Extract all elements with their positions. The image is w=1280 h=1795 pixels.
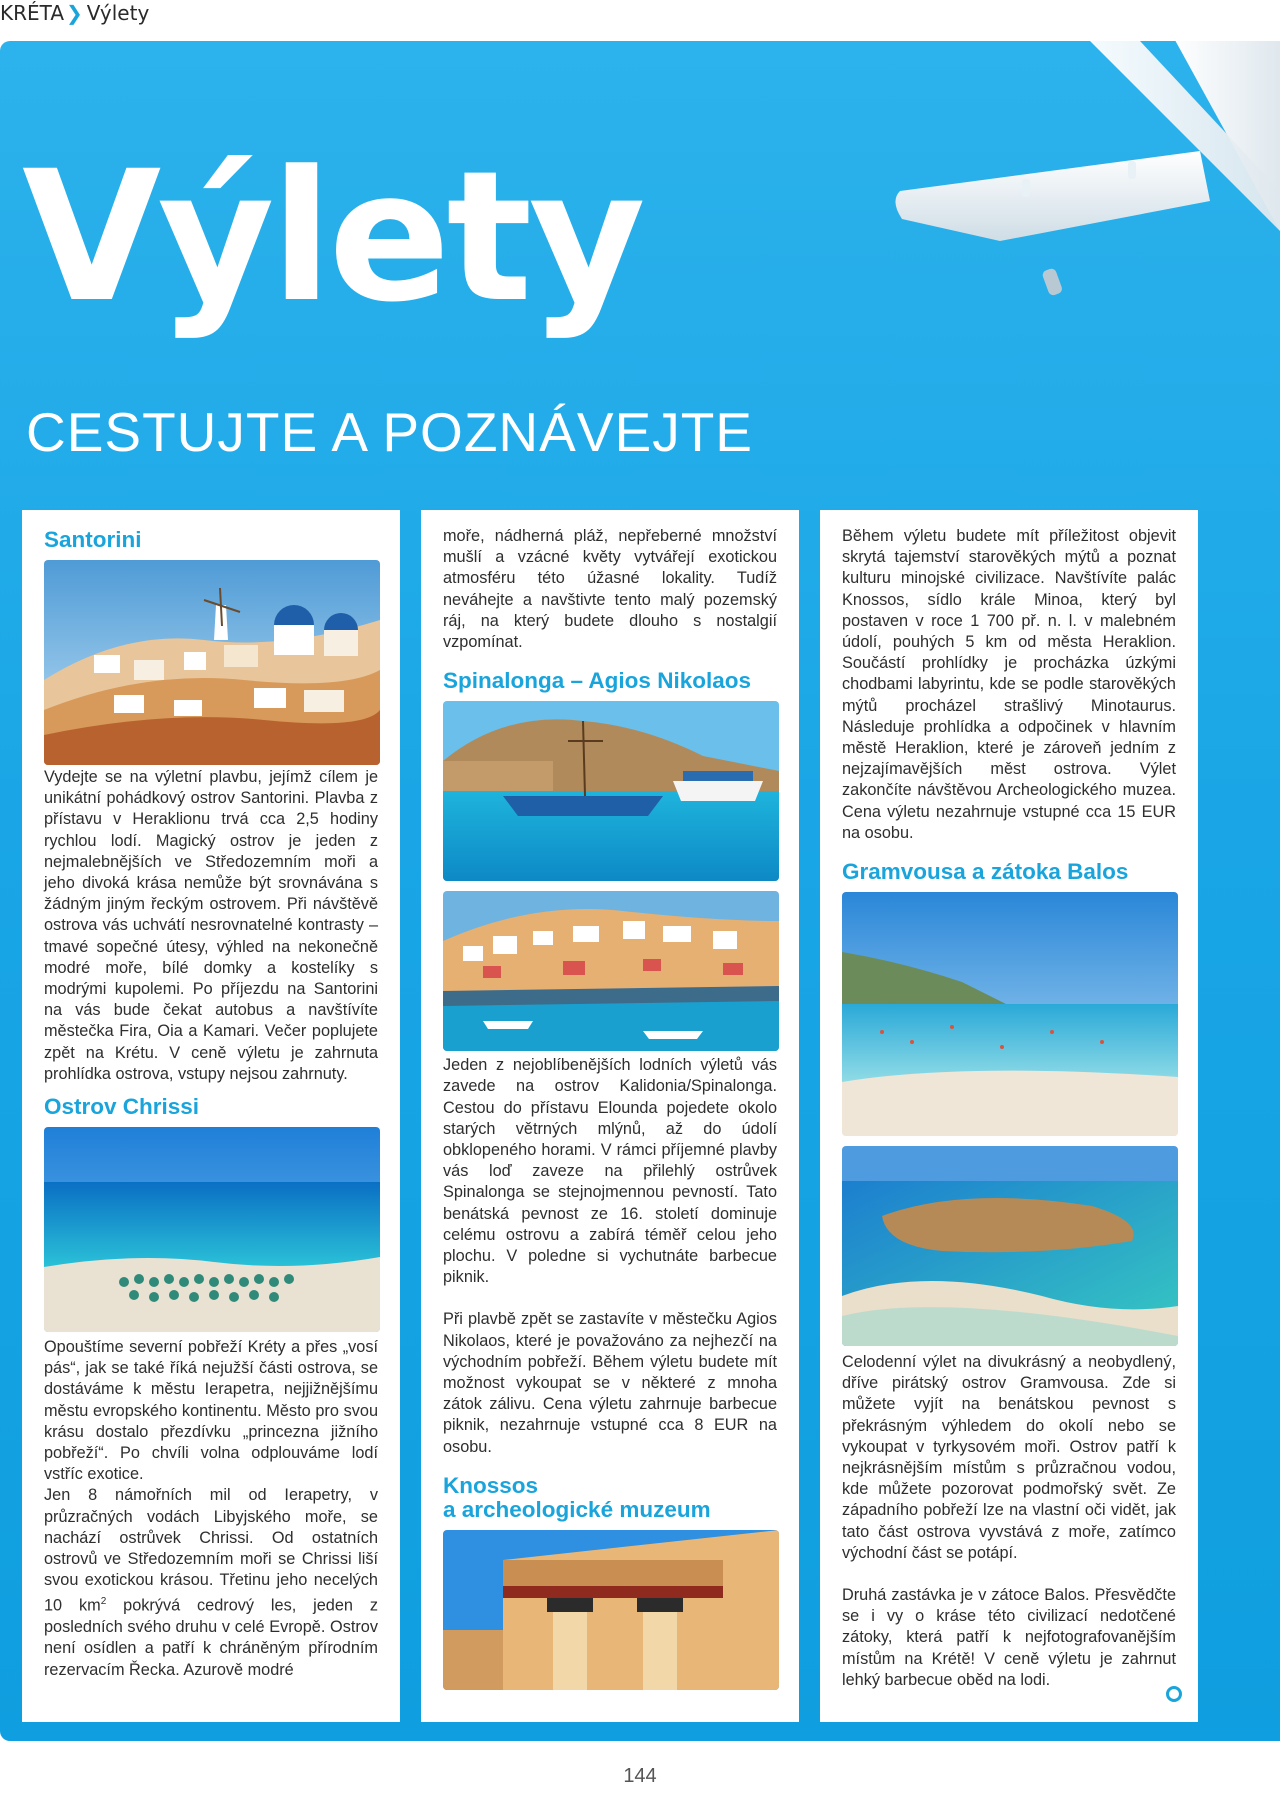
chrissi-text-continued: moře, nádherná pláž, nepřeberné množství mušlí a vzácné květy vytvářejí exotickou atmosféru této úžasné lokality. Tudíž neváhejte a navštivte tento malý pozemský ráj, na který budete dlouho s nostalgií vzpomínat. [443, 527, 777, 652]
gramvousa-photo [842, 1146, 1178, 1346]
section-heading-knossos [443, 1474, 777, 1522]
santorini-photo [44, 560, 380, 765]
chrissi-text-2b: pokrývá cedrový les, jeden z posledních svého druhu v celé Evropě. Ostrov není osídlen a patří k chráněným přírodním rezervacím Řecka. Azurově modré [44, 1596, 378, 1679]
agios-nikolaos-photo [443, 891, 779, 1051]
breadcrumb [0, 0, 149, 28]
santorini-image [44, 560, 380, 765]
spinalonga-text-1: Jeden z nejoblíbenějších lodních výletů vás zavede na ostrov Kalidonia/Spinalonga. Cestou do přístavu Elounda pojedete okolo starých větrných mlýnů, až do údolí obklopeného horami. V rámci příjemné plavby vás loď zaveze na přilehlý ostrůvek Spinalonga se stejnojmennou pevností. Tato benátská pevnost ze 16. století dominuje celému ostrovu a zabírá téměř celou jeho plochu. V poledne si vychutnáte barbecue piknik. [443, 1056, 777, 1287]
chrissi-photo [44, 1127, 380, 1332]
page-number: 144 [623, 1765, 657, 1787]
knossos-heading-line-1: Knossos [443, 1472, 539, 1498]
column-2 [421, 510, 799, 1722]
breadcrumb-section[interactable]: KRÉTA [0, 1, 64, 25]
section-heading-gramvousa: Gramvousa a zátoka Balos [842, 859, 1129, 885]
agios-nikolaos-image [443, 891, 779, 1051]
chevron-right-icon: ❯ [66, 1, 83, 25]
section-heading-santorini: Santorini [44, 527, 142, 552]
santorini-text: Vydejte se na výletní plavbu, jejímž cílem je unikátní pohádkový ostrov Santorini. Plavba z přístavu v Heraklionu trvá cca 2,5 hodiny rychlou lodí. Magický ostrov je jeden z nejmalebnějších ve Středozemním moři a jeho divoká krása nemůže být srovnávána s žádným jiným řeckým ostrovem. Při návštěvě ostrova vás uchvátí nesrovnatelné kontrasty – tmavé sopečné útesy, výhled na nekonečně modré moře, bílé domky a kostelíky s modrými kupolemi. Po příjezdu na Santorini na vás bude čekat autobus a navštívíte městečka Fira, Oia a Kamari. Večer poplujete zpět na Krétu. V ceně výletu je zahrnuta prohlídka ostrova, vstupy nejsou zahrnuty. [44, 768, 378, 1083]
chrissi-text-2-sup: 2 [100, 1596, 107, 1608]
chrissi-text-1: Opouštíme severní pobřeží Kréty a přes „vosí pás“, jak se také říká nejužší části ostrova, se dostáváme k městu Ierapetra, nejjižnějšímu městu evropského kontinentu. Město pro svou krásu dostalo přezdívku „princezna jižního pobřeží“. Po chvíli volna odplouváme lodí vstříc exotice. [44, 1338, 378, 1484]
page-subtitle: CESTUJTE A POZNÁVEJTE [26, 401, 753, 463]
section-heading-chrissi: Ostrov Chrissi [44, 1094, 200, 1120]
balos-image [842, 892, 1178, 1136]
gramvousa-image [842, 1146, 1178, 1346]
balos-photo [842, 892, 1178, 1136]
knossos-text: Během výletu budete mít příležitost objevit skrytá tajemství starověkých mýtů a poznat kulturu minojské civilizace. Navštívíte palác Knossos, sídlo krále Minoa, který byl postaven v roce 1 700 př. n. l. v malebném údolí, pouhých 5 km od města Heraklion. Součástí prohlídky je procházka úzkými chodbami labyrintu, kde se podle starověkých mýtů procházel strašlivý Minotaurus. Následuje prohlídka a odpočinek v hlavním městě Heraklion, které je zároveň jedním z nejzajímavějších měst ostrova. Výlet zakončíte návštěvou Archeologického muzea. Cena výletu nezahrnuje vstupné cca 15 EUR na osobu. [842, 527, 1176, 842]
breadcrumb-current: Výlety [86, 1, 150, 25]
column-3 [820, 510, 1198, 1722]
end-marker-icon [1166, 1686, 1182, 1702]
knossos-photo [443, 1530, 779, 1690]
spinalonga-text-2: Při plavbě zpět se zastavíte v městečku Agios Nikolaos, které je považováno za nejhezčí na východním pobřeží. Během výletu budete mít možnost vykoupat se v některé z mnoha zátok zálivu. Cena výletu zahrnuje barbecue piknik, nezahrnuje vstupné cca 8 EUR na osobu. [443, 1310, 777, 1456]
gramvousa-text-2: Druhá zastávka je v zátoce Balos. Přesvědčte se i vy o kráse této civilizací nedotčené zátoky, která patří k nejfotografovanějším místům na Krétě! V ceně výletu je zahrnut lehký barbecue oběd na lodi. [842, 1586, 1176, 1689]
chrissi-text-2a: Jen 8 námořních mil od Ierapetry, v průzračných vodách Libyjského moře, se nachází ostrůvek Chrissi. Od ostatních ostrovů ve Středozemním moři se Chrissi liší svou exotickou krásou. Třetinu jeho necelých 10 km [44, 1486, 378, 1615]
page-title: Výlety [22, 133, 642, 342]
chrissi-text-2 [44, 1485, 378, 1680]
chrissi-image [44, 1127, 380, 1332]
spinalonga-image [443, 701, 779, 881]
knossos-heading-line-2: a archeologické muzeum [443, 1496, 711, 1522]
spinalonga-photo [443, 701, 779, 881]
knossos-image [443, 1530, 779, 1690]
section-heading-spinalonga: Spinalonga – Agios Nikolaos [443, 668, 751, 694]
column-1 [22, 510, 400, 1722]
airplane-illustration [880, 41, 1280, 311]
gramvousa-text-1: Celodenní výlet na divukrásný a neobydlený, dříve pirátský ostrov Gramvousa. Zde si můžete vyjít na benátskou pevnost s překrásným výhledem do okolí nebo se vykoupat v tyrkysovém moři. Ostrov patří k nejkrásnějším místům s průzračnou vodou, kde můžete pozorovat podmořský svět. Ze západního pobřeží lze na vlastní oči vidět, jak tato část ostrova vyvstává z moře, zatímco východní část se potápí. [842, 1353, 1176, 1562]
